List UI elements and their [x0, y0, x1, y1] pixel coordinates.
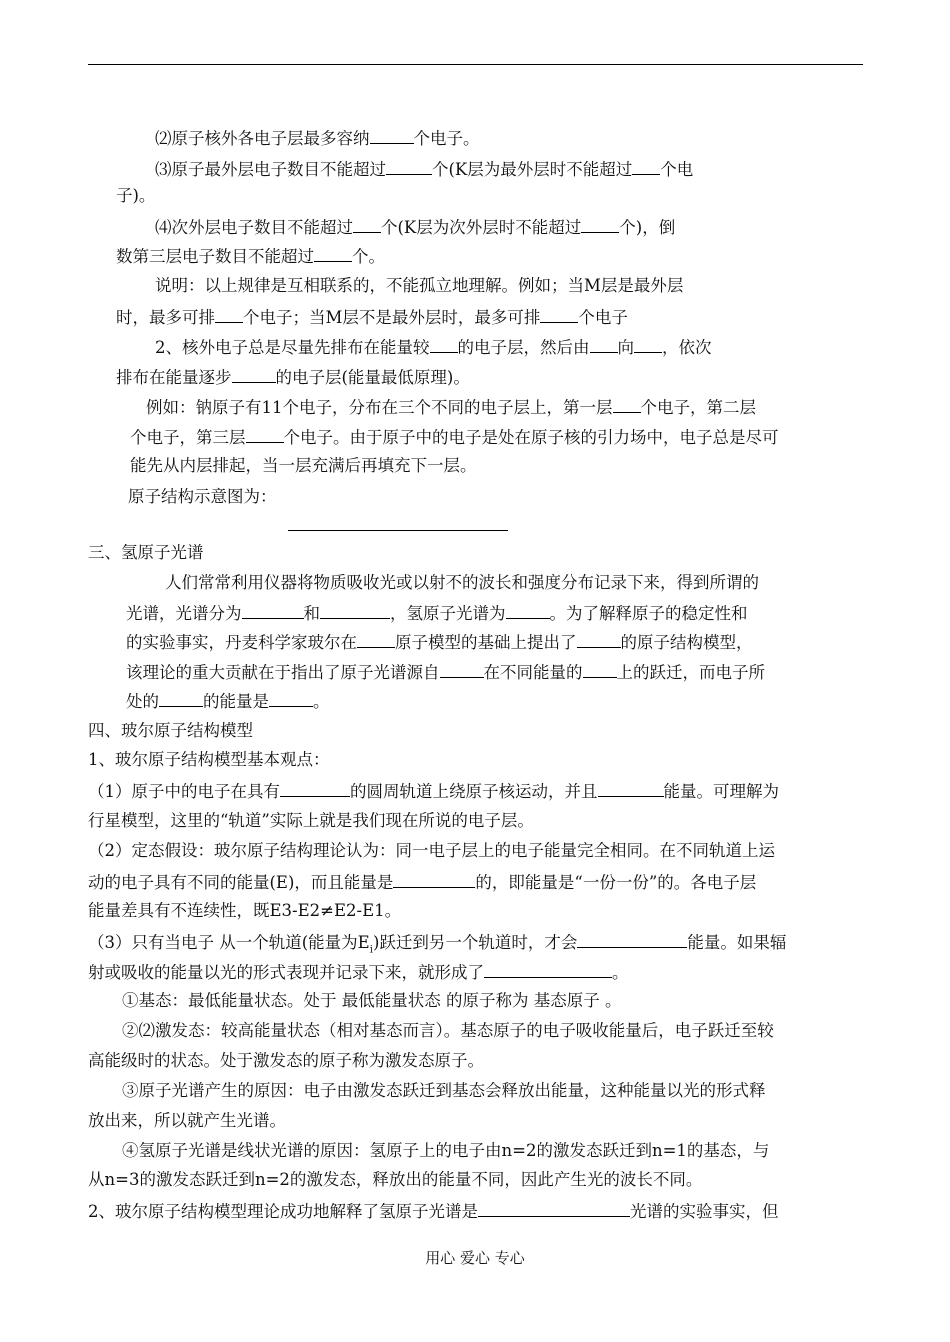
fill-blank[interactable] — [269, 689, 313, 707]
text-line: 子)。 — [116, 186, 156, 205]
fill-blank[interactable] — [632, 157, 660, 175]
diagram-blank-line[interactable] — [288, 530, 508, 531]
fill-blank[interactable] — [159, 689, 203, 707]
fill-blank[interactable] — [357, 630, 395, 648]
text-line: 放出来，所以就产生光谱。 — [88, 1111, 286, 1130]
text-line: 人们常常利用仪器将物质吸收光或以射不的波长和强度分布记录下来，得到所谓的 — [165, 573, 759, 592]
fill-blank[interactable] — [314, 244, 352, 262]
text-line: 高能级时的状态。处于激发态的原子称为激发态原子。 — [88, 1051, 484, 1070]
text-line: 2、玻尔原子结构模型理论成功地解释了氢原子光谱是 光谱的实验事实，但 — [88, 1199, 779, 1223]
fill-blank[interactable] — [232, 365, 276, 383]
text-line: ⑷次外层电子数目不能超过 个(K层为次外层时不能超过 个)，倒 — [155, 215, 675, 239]
fill-blank[interactable] — [370, 126, 414, 144]
text-line: ③原子光谱产生的原因：电子由激发态跃迁到基态会释放出能量，这种能量以光的形式释 — [122, 1081, 766, 1100]
fill-blank[interactable] — [393, 870, 475, 888]
text-line: 例如：钠原子有11个电子，分布在三个不同的电子层上，第一层 个电子，第二层 — [146, 395, 756, 419]
section-heading: 四、玻尔原子结构模型 — [88, 721, 253, 740]
text-line: 处的 的能量是 。 — [126, 689, 330, 713]
text-line: 该理论的重大贡献在于指出了原子光谱源自 在不同能量的 上的跃迁，而电子所 — [126, 660, 765, 684]
text-line: 排布在能量逐步 的电子层(能量最低原理)。 — [116, 365, 470, 389]
fill-blank[interactable] — [577, 930, 687, 948]
text-line: 从n=3的激发态跃迁到n=2的激发态，释放出的能量不同，因此产生光的波长不同。 — [88, 1170, 703, 1189]
text-line: ⑵原子核外各电子层最多容纳 个电子。 — [155, 126, 480, 150]
fill-blank[interactable] — [577, 630, 621, 648]
text-line: 行星模型，这里的“轨道”实际上就是我们现在所说的电子层。 — [88, 811, 534, 830]
text-line: 射或吸收的能量以光的形式表现并记录下来，就形成了 。 — [88, 960, 629, 984]
fill-blank[interactable] — [246, 425, 284, 443]
page-footer: 用心 爱心 专心 — [425, 1249, 525, 1267]
text-line: 个电子，第三层 个电子。由于原子中的电子是处在原子核的引力场中，电子总是尽可 — [130, 425, 779, 449]
text-line: 时，最多可排 个电子；当M层不是最外层时，最多可排 个电子 — [116, 305, 628, 329]
fill-blank[interactable] — [590, 335, 618, 353]
fill-blank[interactable] — [430, 335, 458, 353]
text-line: ⑶原子最外层电子数目不能超过 个(K层为最外层时不能超过 个电 — [155, 157, 693, 181]
text-line: （3）只有当电子 从一个轨道(能量为$E_i$)跃迁到另一个轨道时，才会 能量。如果辐 — [88, 930, 786, 961]
fill-blank[interactable] — [581, 215, 619, 233]
text-line: 能先从内层排起，当一层充满后再填充下一层。 — [130, 456, 477, 475]
header-rule — [88, 64, 863, 65]
text-line: 2、核外电子总是尽量先排布在能量较 的电子层，然后由 向 ，依次 — [155, 335, 712, 359]
fill-blank[interactable] — [386, 157, 432, 175]
text-line: ①基态：最低能量状态。处于 最低能量状态 的原子称为 基态原子 。 — [122, 991, 622, 1010]
fill-blank[interactable] — [320, 601, 390, 619]
text-line: （1）原子中的电子在具有 的圆周轨道上绕原子核运动，并且 能量。可理解为 — [88, 779, 779, 803]
fill-blank[interactable] — [634, 335, 662, 353]
text-line: （2）定态假设：玻尔原子结构理论认为：同一电子层上的电子能量完全相同。在不同轨道上运 — [88, 841, 775, 860]
fill-blank[interactable] — [280, 779, 350, 797]
fill-blank[interactable] — [242, 601, 304, 619]
fill-blank[interactable] — [506, 601, 550, 619]
section-heading: 三、氢原子光谱 — [88, 543, 204, 562]
text-line: ②⑵激发态：较高能量状态（相对基态而言）。基态原子的电子吸收能量后，电子跃迁至较 — [122, 1021, 774, 1040]
fill-blank[interactable] — [215, 305, 243, 323]
text-line: 数第三层电子数目不能超过 个。 — [116, 244, 385, 268]
fill-blank[interactable] — [598, 779, 664, 797]
text-line: 能量差具有不连续性，既E3-E2≠E2-E1。 — [88, 901, 402, 920]
text-line: 的实验事实，丹麦科学家玻尔在 原子模型的基础上提出了 的原子结构模型， — [126, 630, 753, 654]
text-line: 原子结构示意图为： — [128, 487, 277, 506]
text-line: 动的电子具有不同的能量(E)，而且能量是 的，即能量是“一份一份”的。各电子层 — [88, 870, 756, 894]
fill-blank[interactable] — [540, 305, 578, 323]
text-line: 说明：以上规律是互相联系的，不能孤立地理解。例如；当M层是最外层 — [155, 276, 684, 295]
text-line: 光谱，光谱分为 和 ，氢原子光谱为 。为了解释原子的稳定性和 — [126, 601, 748, 625]
text-line: 1、玻尔原子结构模型基本观点： — [88, 750, 330, 769]
text-line: ④氢原子光谱是线状光谱的原因：氢原子上的电子由n=2的激发态跃迁到n=1的基态，与 — [122, 1141, 770, 1160]
fill-blank[interactable] — [613, 395, 641, 413]
fill-blank[interactable] — [440, 660, 484, 678]
fill-blank[interactable] — [484, 960, 612, 978]
fill-blank[interactable] — [353, 215, 381, 233]
fill-blank[interactable] — [583, 660, 617, 678]
fill-blank[interactable] — [478, 1199, 630, 1217]
